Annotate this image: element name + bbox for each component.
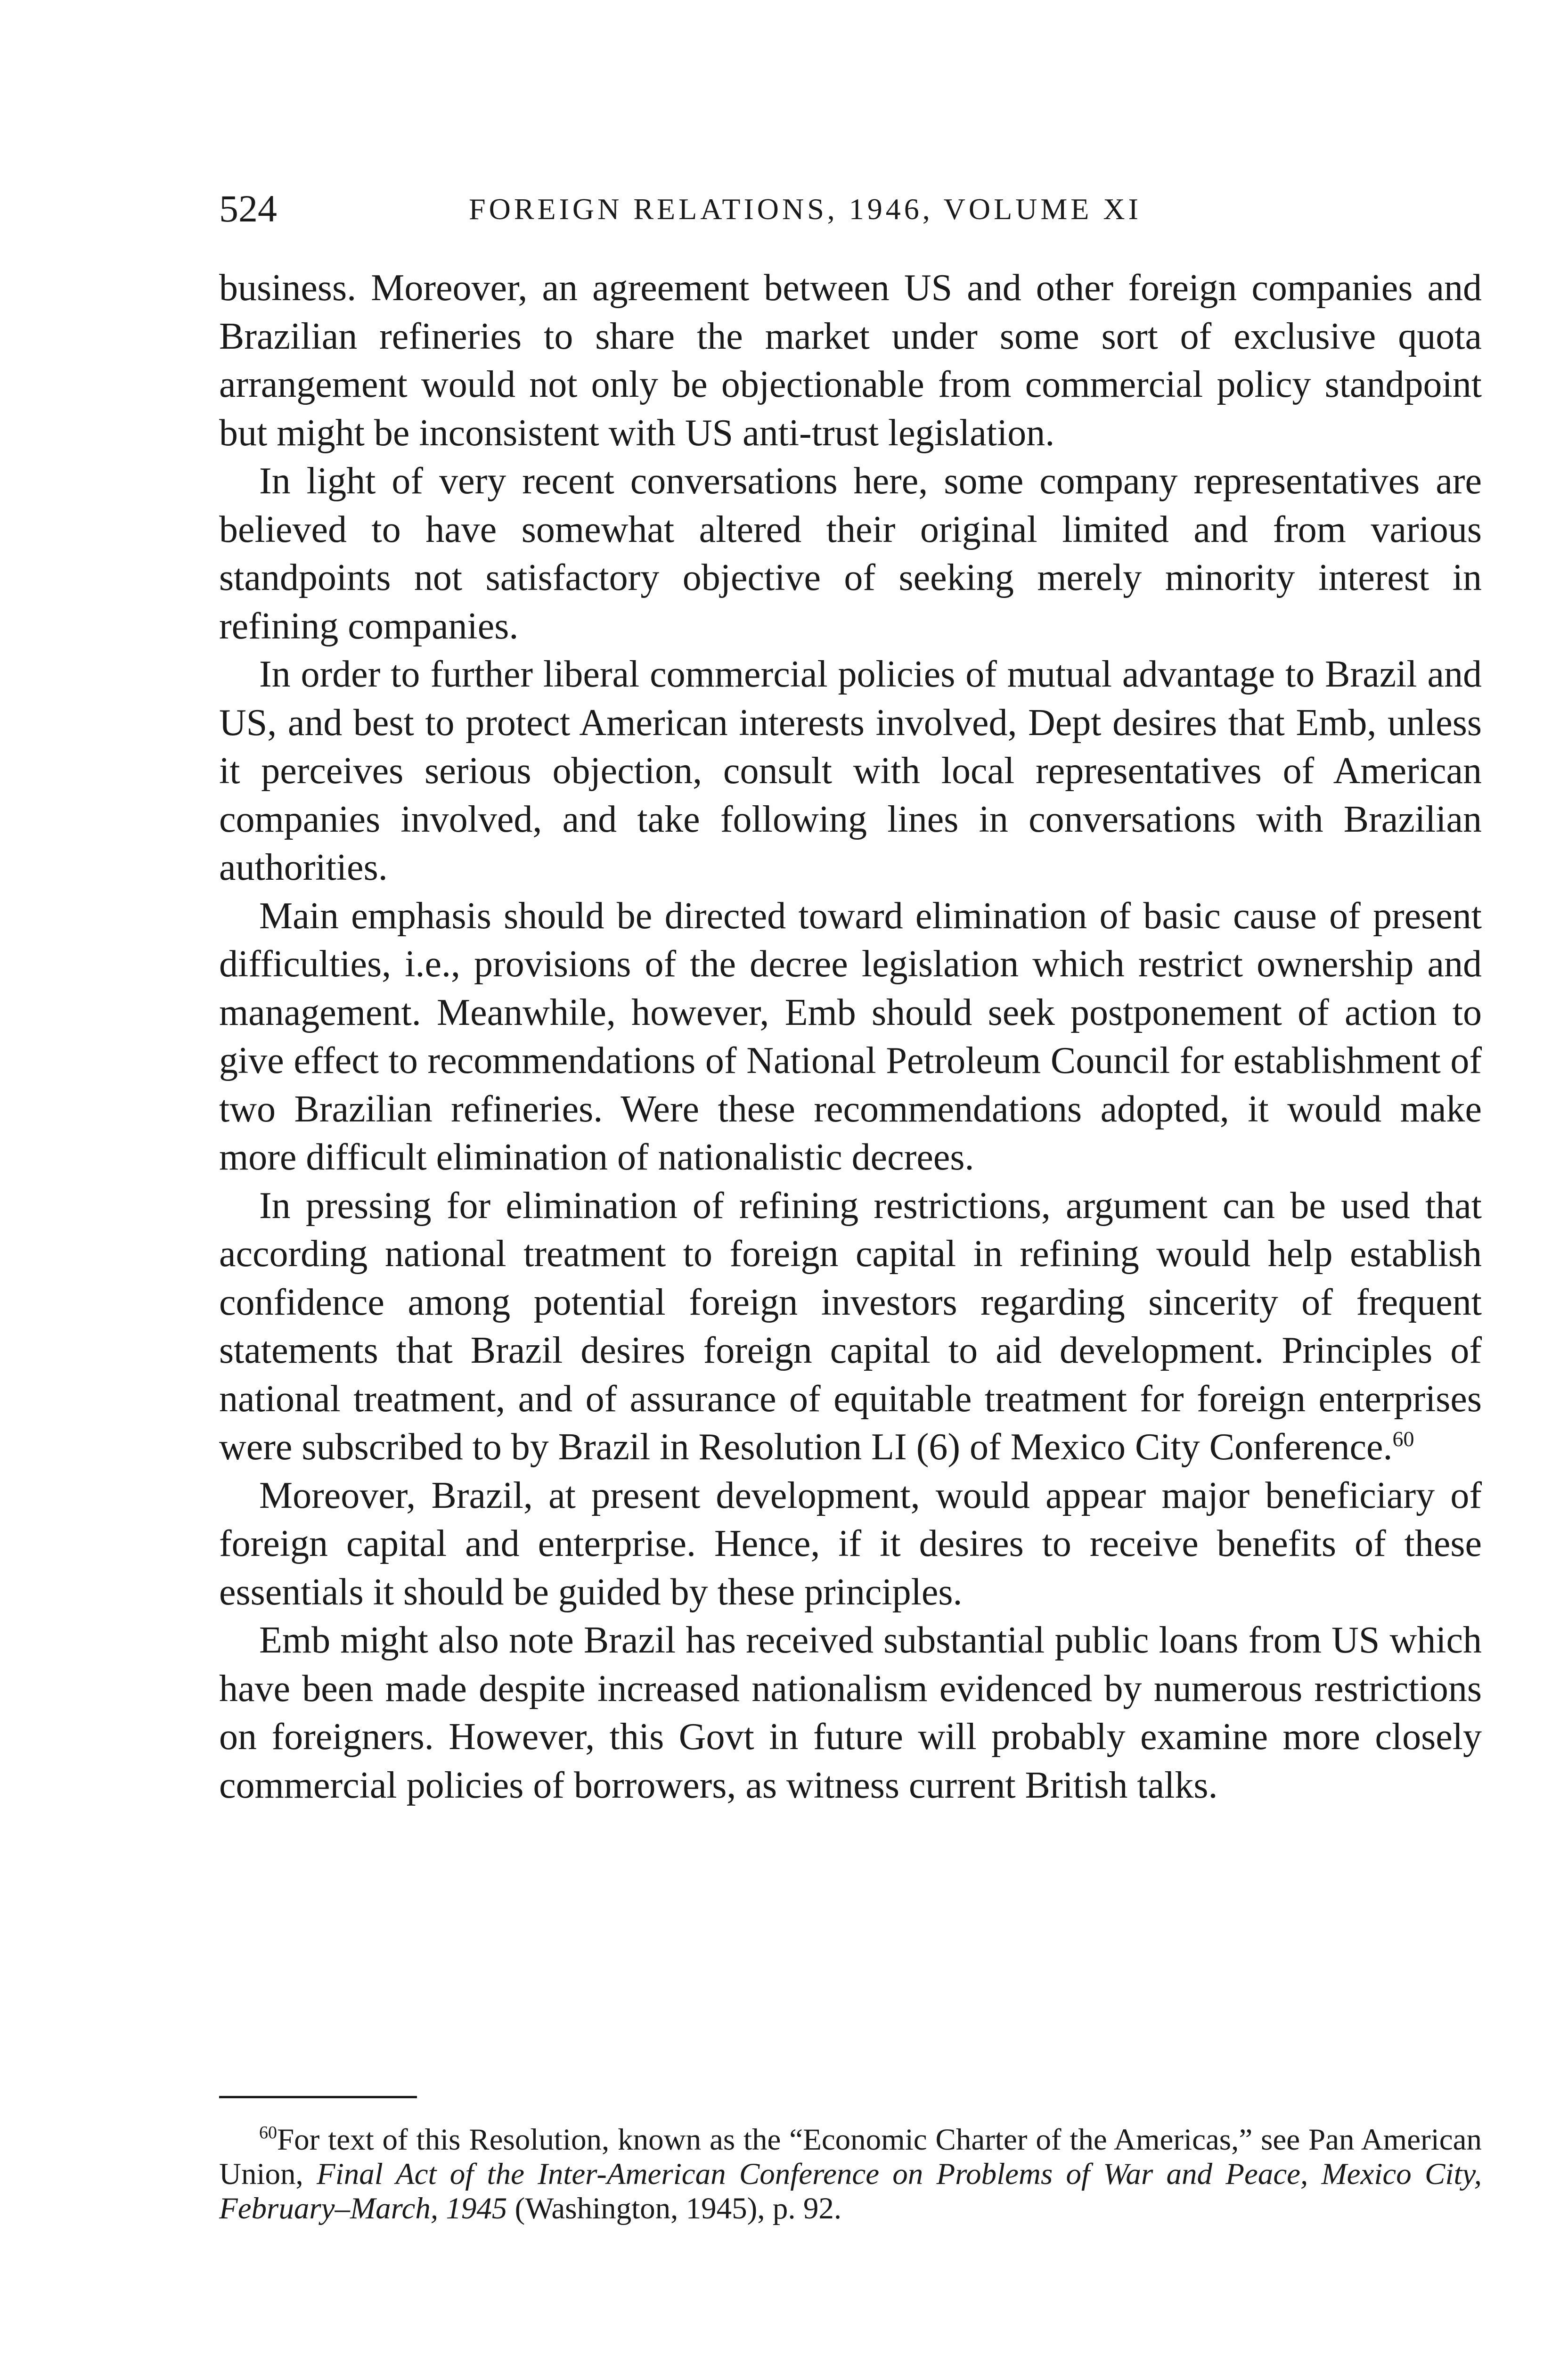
footnote-60 [219, 2123, 1482, 2226]
paragraph-2: In light of very recent conversations here, some company representatives are believed to have somewhat altered their original limited and from various standpoints not satisfactory objective of seeking merely minority interest in refining companies. [219, 460, 1482, 647]
paragraph-3: In order to further liberal commercial policies of mutual advantage to Brazil and US, and best to protect American interests involved, Dept desires that Emb, unless it perceives serious objection, consult with local representatives of American companies involved, and take following lines in conversations with Brazilian authorities. [219, 654, 1482, 888]
footnote-reference: 60 [1392, 1427, 1414, 1451]
footnote-italic-title: Final Act of the Inter-American Conference on Problems of War and Peace, Mexico City, February–March, 1945 [219, 2157, 1482, 2225]
footnote-text-end: (Washington, 1945), p. 92. [507, 2192, 842, 2225]
page-number: 524 [219, 187, 277, 230]
running-head: FOREIGN RELATIONS, 1946, VOLUME XI [469, 192, 1142, 226]
footnote-text-start: For text of this Resolution, known as the “Economic Charter of the Americas,” see Pan American Union, [219, 2123, 1482, 2191]
paragraph-6: Moreover, Brazil, at present development, would appear major beneficiary of foreign capital and enterprise. Hence, if it desires to receive benefits of these essentials it should be guided by these principles. [219, 1474, 1482, 1613]
page-header [219, 183, 1482, 235]
body-text [219, 264, 1482, 1809]
paragraph-4: Main emphasis should be directed toward elimination of basic cause of present difficulties, i.e., provisions of the decree legislation which restrict ownership and management. Meanwhile, however, Emb should seek postponement of action to give effect to recommendations of National Petroleum Council for establishment of two Brazilian refineries. Were these recommendations adopted, it would make more difficult elimination of nationalistic decrees. [219, 895, 1482, 1178]
paragraph-1: business. Moreover, an agreement between US and other foreign companies and Brazilian refineries to share the market under some sort of exclusive quota arrangement would not only be objectionable from commercial policy standpoint but might be inconsistent with US anti-trust legislation. [219, 267, 1482, 454]
paragraph-5 [219, 1182, 1482, 1472]
footnote-marker: 60 [259, 2123, 277, 2143]
footnotes [219, 2123, 1482, 2226]
paragraph-7: Emb might also note Brazil has received substantial public loans from US which have been made despite increased nationalism evidenced by numerous restrictions on foreigners. However, this Govt in future will probably examine more closely commercial policies of borrowers, as witness current British talks. [219, 1620, 1482, 1806]
footnote-divider [219, 2096, 417, 2098]
paragraph-5-text: In pressing for elimination of refining restrictions, argument can be used that according national treatment to foreign capital in refining would help establish confidence among potential foreign investors regarding sincerity of frequent statements that Brazil desires foreign capital to aid development. Principles of national treatment, and of assurance of equitable treatment for foreign enterprises were subscribed to by Brazil in Resolution LI (6) of Mexico City Conference. [219, 1185, 1482, 1468]
